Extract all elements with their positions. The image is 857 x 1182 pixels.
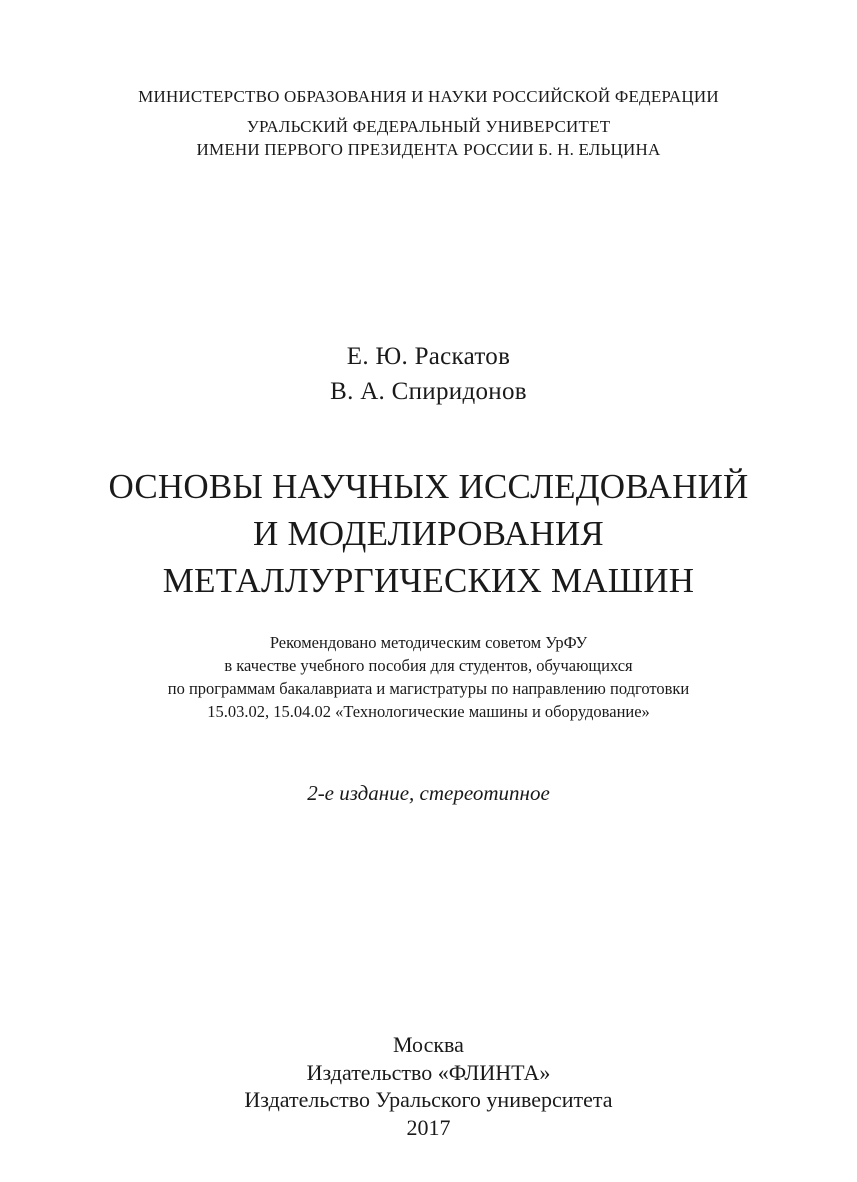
imprint-year: 2017	[406, 1115, 451, 1140]
imprint-publisher-2: Издательство Уральского университета	[244, 1087, 613, 1112]
book-title-line1: ОСНОВЫ НАУЧНЫХ ИССЛЕДОВАНИЙ	[108, 467, 749, 506]
book-title-line3: МЕТАЛЛУРГИЧЕСКИХ МАШИН	[162, 561, 695, 600]
university-name-line1: УРАЛЬСКИЙ ФЕДЕРАЛЬНЫЙ УНИВЕРСИТЕТ	[246, 117, 611, 136]
imprint-city: Москва	[393, 1032, 464, 1057]
university-name-line2: ИМЕНИ ПЕРВОГО ПРЕЗИДЕНТА РОССИИ Б. Н. ЕЛЬЦИНА	[196, 140, 661, 159]
author-2: В. А. Спиридонов	[330, 378, 527, 405]
book-title-line2: И МОДЕЛИРОВАНИЯ	[253, 514, 604, 553]
author-1: Е. Ю. Раскатов	[346, 343, 511, 370]
imprint-publisher-1: Издательство «ФЛИНТА»	[306, 1060, 551, 1085]
recommendation-line1: Рекомендовано методическим советом УрФУ	[269, 633, 588, 652]
recommendation-line2: в качестве учебного пособия для студентов, обучающихся	[224, 656, 633, 675]
recommendation-line3: по программам бакалавриата и магистратуры по направлению подготовки	[167, 679, 690, 698]
ministry-name: МИНИСТЕРСТВО ОБРАЗОВАНИЯ И НАУКИ РОССИЙСКОЙ ФЕДЕРАЦИИ	[138, 87, 719, 106]
recommendation-line4: 15.03.02, 15.04.02 «Технологические машины и оборудование»	[207, 702, 650, 721]
edition-note: 2-е издание, стереотипное	[307, 781, 550, 805]
